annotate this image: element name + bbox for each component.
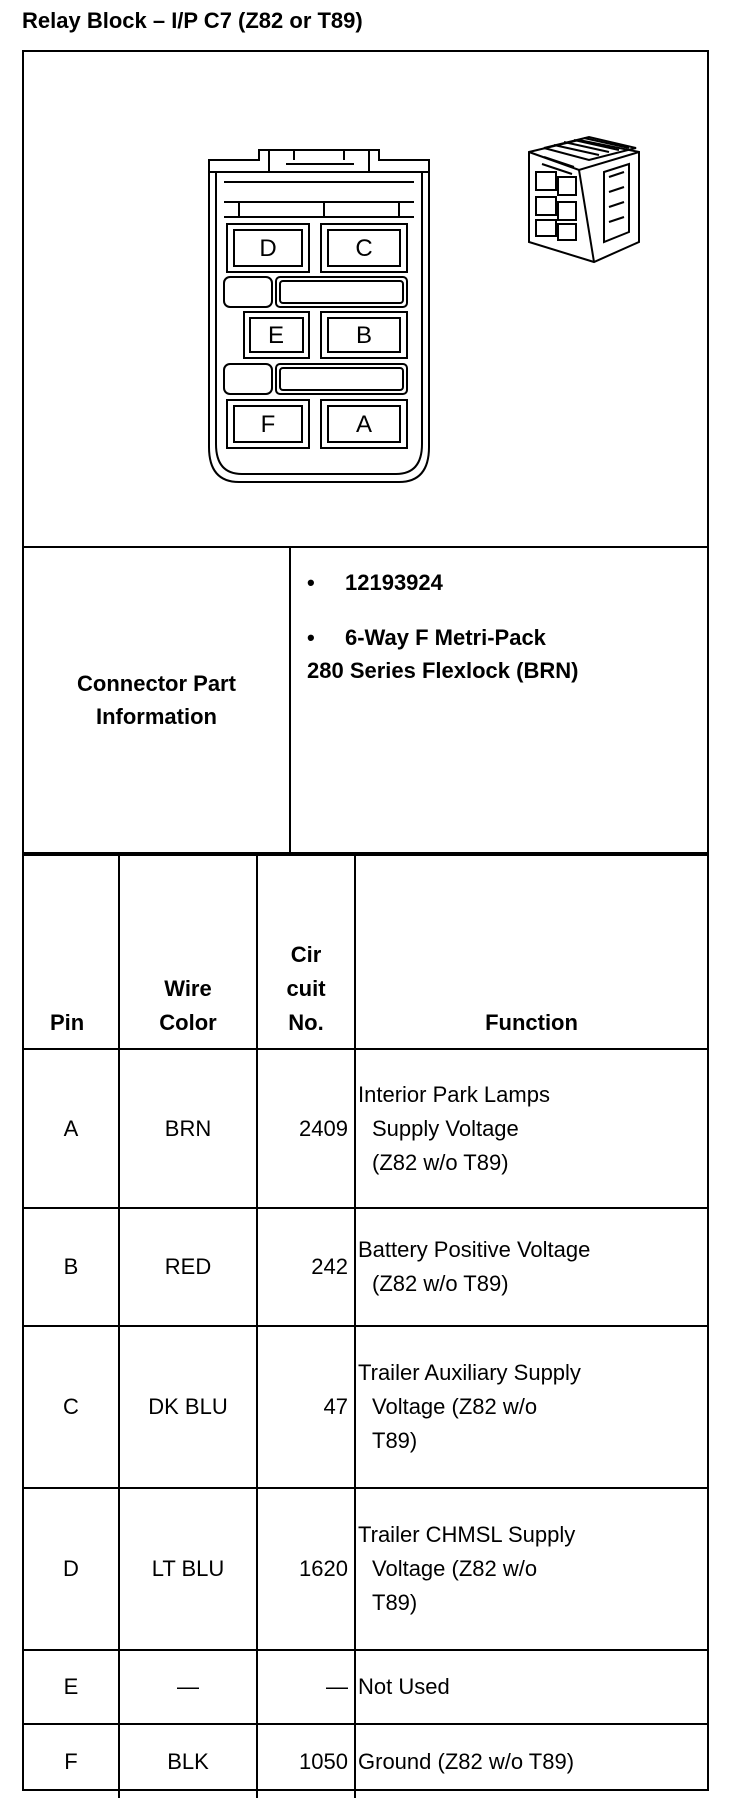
table-header-row (24, 855, 707, 1049)
cell-wire-color: BRN (119, 1049, 257, 1208)
cell-pin: A (24, 1049, 119, 1208)
part-number-item (307, 566, 691, 599)
function-line: Battery Positive Voltage (358, 1237, 591, 1262)
connector-part-label (24, 548, 291, 852)
pinout-table (24, 854, 707, 1798)
function-line: T89) (372, 1428, 418, 1453)
cavity-label-b: B (355, 322, 373, 349)
cell-pin: B (24, 1208, 119, 1326)
function-line: Voltage (Z82 w/o (372, 1394, 538, 1419)
cell-circuit: — (257, 1650, 355, 1724)
header-circuit-line2: cuit (286, 976, 326, 1001)
cell-circuit: 2409 (257, 1049, 355, 1208)
cell-wire-color: — (119, 1650, 257, 1724)
function-line: Not Used (358, 1674, 450, 1699)
cavity-label-e: E (267, 322, 285, 349)
cell-circuit: 47 (257, 1326, 355, 1488)
connector-image-area (24, 52, 707, 548)
header-circuit-line1: Cir (290, 942, 322, 967)
table-row (24, 1488, 707, 1650)
cell-pin: C (24, 1326, 119, 1488)
cavity-label-c: C (355, 235, 373, 262)
cell-function (355, 1208, 707, 1326)
connector-part-info (24, 548, 707, 854)
header-circuit-line3: No. (288, 1010, 324, 1035)
cell-function (355, 1724, 707, 1798)
bullet-icon: • (307, 625, 315, 650)
function-line: Voltage (Z82 w/o (372, 1556, 538, 1581)
table-row (24, 1724, 707, 1798)
connector-type-line1: 6-Way F Metri-Pack (345, 625, 546, 650)
function-line: Supply Voltage (372, 1115, 519, 1141)
cell-pin: D (24, 1488, 119, 1650)
cell-pin: E (24, 1650, 119, 1724)
table-row (24, 1326, 707, 1488)
function-line: Interior Park Lamps (358, 1081, 550, 1107)
function-line: Trailer CHMSL Supply (358, 1522, 576, 1547)
table-row (24, 1208, 707, 1326)
function-line: Ground (Z82 w/o T89) (358, 1748, 575, 1774)
header-circuit-no (257, 855, 355, 1049)
connector-face-illustration (24, 52, 707, 546)
cavity-label-f: F (260, 411, 276, 438)
connector-card (22, 50, 709, 1791)
cell-function (355, 1488, 707, 1650)
connector-type-line2: 280 Series Flexlock (BRN) (307, 658, 579, 683)
cell-circuit: 1620 (257, 1488, 355, 1650)
connector-part-list (291, 548, 707, 852)
table-row (24, 1049, 707, 1208)
header-pin: Pin (24, 855, 119, 1049)
header-wire-line1: Wire (164, 976, 212, 1001)
connector-part-label-line1: Connector Part (77, 671, 236, 696)
part-number: 12193924 (345, 570, 443, 595)
cavity-label-d: D (259, 235, 277, 262)
cell-pin: F (24, 1724, 119, 1798)
cell-circuit: 242 (257, 1208, 355, 1326)
cavity-label-a: A (355, 411, 373, 438)
cell-function (355, 1650, 707, 1724)
cell-function (355, 1049, 707, 1208)
connector-part-label-line2: Information (95, 704, 217, 729)
function-line: (Z82 w/o T89) (372, 1271, 509, 1296)
cell-wire-color: RED (119, 1208, 257, 1326)
page-title: Relay Block – I/P C7 (Z82 or T89) (22, 8, 363, 33)
bullet-icon: • (307, 570, 315, 595)
header-wire-line2: Color (159, 1010, 217, 1035)
function-line: Trailer Auxiliary Supply (358, 1360, 581, 1385)
header-function: Function (355, 855, 707, 1049)
header-wire-color (119, 855, 257, 1049)
cell-circuit: 1050 (257, 1724, 355, 1798)
cell-wire-color: BLK (119, 1724, 257, 1798)
cell-wire-color: DK BLU (119, 1326, 257, 1488)
table-row (24, 1650, 707, 1724)
function-line: (Z82 w/o T89) (372, 1149, 509, 1175)
function-line: T89) (372, 1590, 418, 1615)
connector-type-item (307, 621, 691, 687)
cell-wire-color: LT BLU (119, 1488, 257, 1650)
cell-function (355, 1326, 707, 1488)
